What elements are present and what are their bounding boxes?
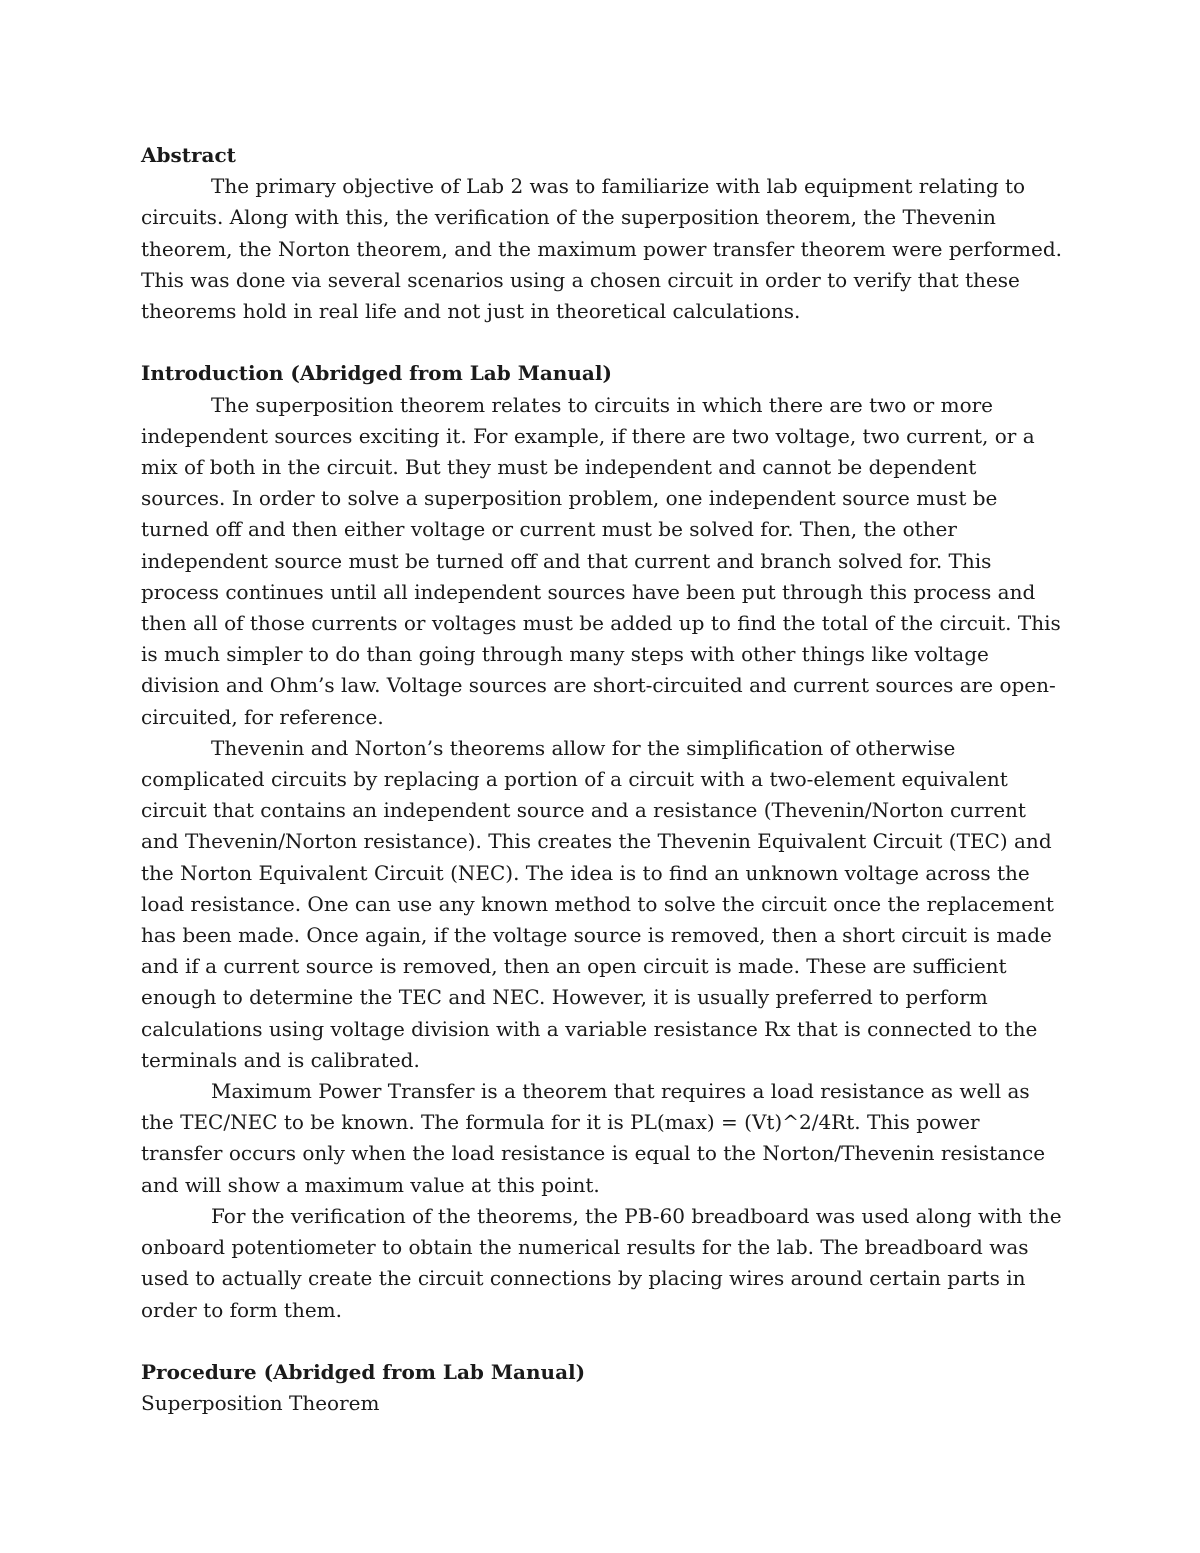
document-page	[141, 140, 1066, 1419]
section-gap	[141, 1326, 1066, 1357]
procedure-heading: Procedure (Abridged from Lab Manual)	[141, 1359, 586, 1384]
introduction-paragraph-thevenin-norton: Thevenin and Norton’s theorems allow for the simplification of otherwise complicated circuits by replacing a portion of a circuit with a two-element equivalent circuit that contains an independent source and a resistance (Thevenin/Norton current and Thevenin/Norton resistance). This creates the Thevenin Equivalent Circuit (TEC) and the Norton Equivalent Circuit (NEC). The idea is to find an unknown voltage across the load resistance. One can use any known method to solve the circuit once the replacement has been made. Once again, if the voltage source is removed, then a short circuit is made and if a current source is removed, then an open circuit is made. These are sufficient enough to determine the TEC and NEC. However, it is usually preferred to perform calculations using voltage division with a variable resistance Rx that is connected to the terminals and is calibrated.	[141, 735, 1054, 1072]
introduction-heading: Introduction (Abridged from Lab Manual)	[141, 361, 612, 386]
abstract-heading: Abstract	[141, 143, 236, 167]
procedure-subheading: Superposition Theorem	[141, 1391, 380, 1416]
introduction-paragraph-superposition: The superposition theorem relates to circuits in which there are two or more independent sources exciting it. For example, if there are two voltage, two current, or a mix of both in the circuit. But they must be independent and cannot be dependent sources. In order to solve a superposition problem, one independent source must be turned off and then either voltage or current must be solved for. Then, the other independent source must be turned off and that current and branch solved for. This process continues until all independent sources have been put through this process and then all of those currents or voltages must be added up to find the total of the circuit. This is much simpler to do than going through many steps with other things like voltage division and Ohm’s law. Voltage sources are short-circuited and current sources are open-circuited, for reference.	[141, 392, 1061, 729]
introduction-paragraph-breadboard: For the verification of the theorems, the PB-60 breadboard was used along with the onboard potentiometer to obtain the numerical results for the lab. The breadboard was used to actually create the circuit connections by placing wires around certain parts in order to form them.	[141, 1203, 1062, 1322]
section-gap	[141, 327, 1066, 358]
abstract-paragraph: The primary objective of Lab 2 was to familiarize with lab equipment relating to circuits. Along with this, the verification of the superposition theorem, the Thevenin theorem, the Norton theorem, and the maximum power transfer theorem were performed. This was done via several scenarios using a chosen circuit in order to verify that these theorems hold in real life and not just in theoretical calculations.	[141, 174, 1063, 324]
introduction-paragraph-max-power: Maximum Power Transfer is a theorem that requires a load resistance as well as the TEC/NEC to be known. The formula for it is PL(max) = (Vt)^2/4Rt. This power transfer occurs only when the load resistance is equal to the Norton/Thevenin resistance and will show a maximum value at this point.	[141, 1079, 1046, 1197]
